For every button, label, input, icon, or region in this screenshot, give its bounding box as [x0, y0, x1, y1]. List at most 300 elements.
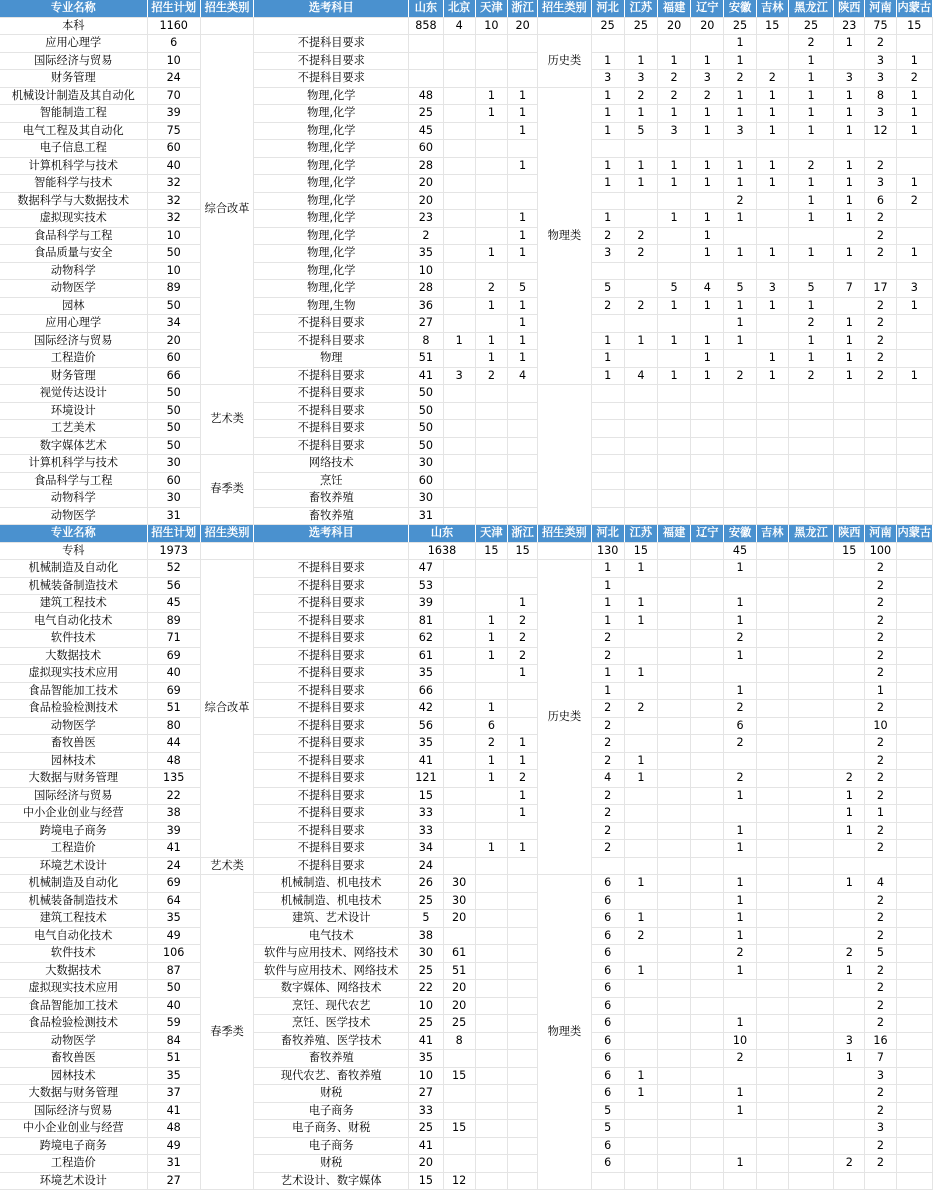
quota-cell: 30	[443, 875, 475, 893]
subject-requirement: 不提科目要求	[254, 367, 409, 385]
quota-cell	[591, 455, 624, 473]
table-row	[0, 1102, 933, 1120]
province-total: 10	[475, 17, 507, 35]
subject-requirement: 不提科目要求	[254, 577, 409, 595]
quota-cell: 1	[788, 350, 833, 368]
quota-cell: 1	[591, 595, 624, 613]
quota-cell	[896, 840, 932, 858]
quota-cell	[834, 717, 865, 735]
quota-cell: 1	[591, 332, 624, 350]
major-name: 财务管理	[0, 367, 147, 385]
quota-cell	[691, 577, 724, 595]
quota-cell: 1	[724, 52, 756, 70]
column-header: 北京	[443, 0, 475, 17]
quota-cell	[409, 52, 443, 70]
quota-cell	[834, 472, 865, 490]
quota-cell	[691, 892, 724, 910]
major-name: 软件技术	[0, 630, 147, 648]
quota-cell: 2	[865, 297, 896, 315]
quota-cell: 30	[443, 892, 475, 910]
plan-count: 106	[147, 945, 200, 963]
quota-cell: 2	[865, 822, 896, 840]
quota-cell	[657, 350, 690, 368]
quota-cell: 2	[724, 630, 756, 648]
quota-cell	[475, 437, 507, 455]
quota-cell: 1	[507, 805, 537, 823]
quota-cell	[591, 192, 624, 210]
quota-cell	[691, 875, 724, 893]
quota-cell	[865, 437, 896, 455]
quota-cell: 1	[724, 297, 756, 315]
quota-cell	[657, 875, 690, 893]
quota-cell: 1	[624, 1085, 657, 1103]
table-row	[0, 507, 933, 525]
subject-track: 物理类	[538, 875, 591, 1190]
quota-cell	[624, 980, 657, 998]
major-name: 电气自动化技术	[0, 927, 147, 945]
quota-cell	[756, 612, 788, 630]
quota-cell	[657, 857, 690, 875]
subject-requirement: 畜牧养殖	[254, 490, 409, 508]
summary-cell	[254, 542, 409, 560]
plan-count: 30	[147, 455, 200, 473]
quota-cell	[591, 262, 624, 280]
quota-cell	[788, 822, 833, 840]
subject-requirement: 物理	[254, 350, 409, 368]
quota-cell	[475, 157, 507, 175]
quota-cell	[475, 420, 507, 438]
quota-cell: 1	[865, 682, 896, 700]
quota-cell: 1	[834, 122, 865, 140]
quota-cell: 1	[507, 595, 537, 613]
quota-cell: 17	[865, 280, 896, 298]
quota-cell: 1	[691, 175, 724, 193]
quota-cell: 2	[507, 647, 537, 665]
quota-cell	[443, 717, 475, 735]
quota-cell	[657, 717, 690, 735]
quota-cell	[624, 1137, 657, 1155]
quota-cell	[691, 1050, 724, 1068]
quota-cell	[591, 490, 624, 508]
quota-cell	[657, 647, 690, 665]
summary-cell	[254, 17, 409, 35]
quota-cell	[591, 472, 624, 490]
plan-count: 52	[147, 560, 200, 578]
quota-cell	[507, 175, 537, 193]
quota-cell: 1	[507, 210, 537, 228]
quota-cell	[657, 787, 690, 805]
quota-cell: 2	[475, 735, 507, 753]
quota-cell	[624, 647, 657, 665]
quota-cell	[443, 560, 475, 578]
quota-cell	[507, 35, 537, 53]
province-total: 25	[788, 17, 833, 35]
quota-cell: 1	[896, 245, 932, 263]
quota-cell	[756, 402, 788, 420]
quota-cell	[896, 787, 932, 805]
table-row	[0, 770, 933, 788]
quota-cell	[896, 1137, 932, 1155]
quota-cell: 1	[788, 175, 833, 193]
major-name: 园林技术	[0, 1067, 147, 1085]
quota-cell: 2	[657, 87, 690, 105]
table-row	[0, 140, 933, 158]
table-row	[0, 455, 933, 473]
quota-cell	[788, 385, 833, 403]
quota-cell: 8	[443, 1032, 475, 1050]
quota-cell	[896, 210, 932, 228]
quota-cell	[724, 350, 756, 368]
quota-cell: 1	[507, 840, 537, 858]
quota-cell: 1	[834, 35, 865, 53]
quota-cell: 20	[443, 997, 475, 1015]
quota-cell	[724, 980, 756, 998]
quota-cell	[657, 770, 690, 788]
quota-cell: 1	[756, 105, 788, 123]
quota-cell	[443, 752, 475, 770]
quota-cell	[691, 630, 724, 648]
major-name: 国际经济与贸易	[0, 1102, 147, 1120]
quota-cell: 35	[409, 735, 443, 753]
quota-cell	[834, 577, 865, 595]
quota-cell: 47	[409, 560, 443, 578]
plan-count: 10	[147, 227, 200, 245]
quota-cell	[896, 455, 932, 473]
quota-cell: 1	[507, 245, 537, 263]
quota-cell	[834, 1102, 865, 1120]
quota-cell	[657, 700, 690, 718]
column-header: 吉林	[756, 0, 788, 17]
quota-cell	[788, 857, 833, 875]
major-name: 机械制造及自动化	[0, 875, 147, 893]
quota-cell	[896, 577, 932, 595]
quota-cell	[691, 402, 724, 420]
plan-count: 71	[147, 630, 200, 648]
degree-level: 本科	[0, 17, 147, 35]
quota-cell: 1	[834, 210, 865, 228]
quota-cell: 1	[691, 367, 724, 385]
quota-cell: 1	[788, 192, 833, 210]
quota-cell	[896, 227, 932, 245]
subject-requirement: 不提科目要求	[254, 420, 409, 438]
quota-cell	[896, 472, 932, 490]
quota-cell: 33	[409, 1102, 443, 1120]
subject-requirement: 电子商务	[254, 1137, 409, 1155]
quota-cell	[443, 192, 475, 210]
quota-cell	[756, 52, 788, 70]
quota-cell: 1	[724, 892, 756, 910]
quota-cell	[657, 962, 690, 980]
quota-cell	[691, 140, 724, 158]
quota-cell	[475, 980, 507, 998]
column-header: 浙江	[507, 0, 537, 17]
province-total: 15	[624, 542, 657, 560]
quota-cell: 1	[507, 105, 537, 123]
quota-cell	[624, 420, 657, 438]
quota-cell: 1	[624, 105, 657, 123]
quota-cell: 2	[624, 927, 657, 945]
quota-cell	[896, 1015, 932, 1033]
quota-cell	[724, 420, 756, 438]
quota-cell	[475, 1172, 507, 1190]
plan-count: 40	[147, 997, 200, 1015]
plan-count: 60	[147, 140, 200, 158]
subject-requirement: 物理,化学	[254, 157, 409, 175]
table-row	[0, 35, 933, 53]
table-row	[0, 595, 933, 613]
quota-cell: 22	[409, 980, 443, 998]
quota-cell: 1	[724, 787, 756, 805]
table-row	[0, 682, 933, 700]
column-header: 黑龙江	[788, 525, 833, 543]
quota-cell	[834, 1137, 865, 1155]
quota-cell: 3	[865, 52, 896, 70]
quota-cell: 4	[865, 875, 896, 893]
province-total	[538, 542, 591, 560]
quota-cell: 2	[591, 787, 624, 805]
quota-cell	[788, 875, 833, 893]
quota-cell: 12	[443, 1172, 475, 1190]
quota-cell: 35	[409, 245, 443, 263]
quota-cell: 1	[724, 1085, 756, 1103]
enroll-category: 春季类	[200, 455, 253, 525]
column-header: 招生类别	[200, 525, 253, 543]
quota-cell: 25	[409, 105, 443, 123]
quota-cell: 2	[896, 192, 932, 210]
quota-cell	[475, 227, 507, 245]
quota-cell	[834, 892, 865, 910]
quota-cell	[657, 577, 690, 595]
quota-cell: 25	[409, 892, 443, 910]
table-row	[0, 175, 933, 193]
quota-cell	[896, 315, 932, 333]
quota-cell: 3	[591, 245, 624, 263]
quota-cell: 6	[591, 1015, 624, 1033]
quota-cell	[756, 385, 788, 403]
subject-requirement: 不提科目要求	[254, 595, 409, 613]
table-row	[0, 560, 933, 578]
column-header: 选考科目	[254, 0, 409, 17]
quota-cell	[691, 962, 724, 980]
table-row	[0, 350, 933, 368]
table-row	[0, 297, 933, 315]
quota-cell	[475, 962, 507, 980]
quota-cell	[724, 385, 756, 403]
major-name: 大数据技术	[0, 962, 147, 980]
quota-cell	[788, 1155, 833, 1173]
quota-cell	[756, 1032, 788, 1050]
major-name: 中小企业创业与经营	[0, 1120, 147, 1138]
subject-requirement: 不提科目要求	[254, 315, 409, 333]
quota-cell	[507, 507, 537, 525]
plan-count: 69	[147, 682, 200, 700]
quota-cell	[443, 665, 475, 683]
quota-cell: 1	[475, 770, 507, 788]
quota-cell: 3	[865, 70, 896, 88]
quota-cell: 2	[865, 1015, 896, 1033]
quota-cell: 3	[591, 70, 624, 88]
quota-cell	[756, 945, 788, 963]
quota-cell: 5	[657, 280, 690, 298]
quota-cell	[624, 630, 657, 648]
quota-cell	[788, 805, 833, 823]
quota-cell	[443, 612, 475, 630]
quota-cell	[443, 262, 475, 280]
quota-cell	[865, 472, 896, 490]
subject-requirement: 不提科目要求	[254, 560, 409, 578]
quota-cell	[896, 35, 932, 53]
quota-cell: 1	[724, 612, 756, 630]
quota-cell	[788, 1085, 833, 1103]
quota-cell: 1	[834, 245, 865, 263]
quota-cell: 30	[409, 945, 443, 963]
quota-cell: 1	[724, 35, 756, 53]
quota-cell	[443, 402, 475, 420]
quota-cell	[756, 437, 788, 455]
quota-cell: 2	[591, 700, 624, 718]
major-name: 工程造价	[0, 350, 147, 368]
quota-cell: 12	[865, 122, 896, 140]
major-name: 环境设计	[0, 402, 147, 420]
quota-cell: 5	[591, 1120, 624, 1138]
quota-cell: 2	[865, 560, 896, 578]
quota-cell: 25	[409, 1120, 443, 1138]
quota-cell: 2	[865, 367, 896, 385]
major-name: 工程造价	[0, 840, 147, 858]
province-total: 15	[475, 542, 507, 560]
quota-cell	[591, 857, 624, 875]
quota-cell	[507, 1137, 537, 1155]
summary-row	[0, 17, 933, 35]
quota-cell	[475, 577, 507, 595]
quota-cell	[756, 1067, 788, 1085]
table-row	[0, 857, 933, 875]
quota-cell	[443, 630, 475, 648]
table-row	[0, 910, 933, 928]
quota-cell	[756, 630, 788, 648]
quota-cell: 1	[724, 647, 756, 665]
plan-count: 20	[147, 332, 200, 350]
quota-cell: 10	[409, 997, 443, 1015]
quota-cell	[624, 490, 657, 508]
table-row	[0, 1032, 933, 1050]
quota-cell	[834, 735, 865, 753]
quota-cell	[443, 840, 475, 858]
quota-cell: 2	[788, 367, 833, 385]
quota-cell: 1	[691, 157, 724, 175]
column-header: 河南	[865, 0, 896, 17]
column-header: 招生计划	[147, 0, 200, 17]
quota-cell	[657, 1120, 690, 1138]
quota-cell	[657, 735, 690, 753]
quota-cell: 6	[865, 192, 896, 210]
major-name: 大数据与财务管理	[0, 770, 147, 788]
column-header: 选考科目	[254, 525, 409, 543]
quota-cell	[507, 892, 537, 910]
plan-count: 32	[147, 192, 200, 210]
quota-cell: 50	[409, 437, 443, 455]
quota-cell: 2	[624, 700, 657, 718]
quota-cell: 1	[475, 630, 507, 648]
quota-cell: 20	[409, 175, 443, 193]
quota-cell: 15	[409, 787, 443, 805]
subject-requirement: 物理,化学	[254, 262, 409, 280]
quota-cell	[657, 262, 690, 280]
quota-cell	[443, 647, 475, 665]
quota-cell	[443, 1155, 475, 1173]
quota-cell: 41	[409, 367, 443, 385]
quota-cell	[443, 105, 475, 123]
major-name: 机械装备制造技术	[0, 577, 147, 595]
quota-cell: 2	[865, 210, 896, 228]
quota-cell: 1	[834, 332, 865, 350]
subject-requirement: 畜牧养殖、医学技术	[254, 1032, 409, 1050]
quota-cell: 1	[624, 752, 657, 770]
quota-cell: 27	[409, 1085, 443, 1103]
table-row	[0, 1067, 933, 1085]
quota-cell	[657, 1137, 690, 1155]
quota-cell	[896, 997, 932, 1015]
quota-cell	[834, 420, 865, 438]
quota-cell	[507, 472, 537, 490]
quota-cell: 1	[756, 122, 788, 140]
quota-cell: 1	[507, 665, 537, 683]
quota-cell	[756, 1155, 788, 1173]
table-row	[0, 822, 933, 840]
quota-cell	[624, 210, 657, 228]
quota-cell	[507, 70, 537, 88]
table-row	[0, 647, 933, 665]
quota-cell: 2	[591, 227, 624, 245]
quota-cell: 2	[865, 735, 896, 753]
table-row	[0, 735, 933, 753]
quota-cell: 1	[691, 105, 724, 123]
quota-cell: 6	[591, 980, 624, 998]
quota-cell: 2	[865, 1085, 896, 1103]
subject-requirement: 物理,生物	[254, 297, 409, 315]
plan-count: 56	[147, 577, 200, 595]
quota-cell	[624, 192, 657, 210]
major-name: 食品智能加工技术	[0, 997, 147, 1015]
column-header: 专业名称	[0, 0, 147, 17]
quota-cell	[756, 315, 788, 333]
quota-cell	[724, 140, 756, 158]
table-row	[0, 577, 933, 595]
plan-count: 80	[147, 717, 200, 735]
quota-cell: 34	[409, 840, 443, 858]
subject-track	[538, 385, 591, 525]
plan-count: 60	[147, 472, 200, 490]
quota-cell	[724, 1067, 756, 1085]
quota-cell	[788, 770, 833, 788]
plan-count: 27	[147, 1172, 200, 1190]
plan-count: 44	[147, 735, 200, 753]
quota-cell	[624, 1032, 657, 1050]
subject-requirement: 不提科目要求	[254, 700, 409, 718]
plan-count: 39	[147, 822, 200, 840]
quota-cell: 1	[624, 770, 657, 788]
quota-cell: 1	[507, 350, 537, 368]
quota-cell	[475, 192, 507, 210]
quota-cell	[475, 455, 507, 473]
quota-cell	[756, 595, 788, 613]
major-name: 动物科学	[0, 490, 147, 508]
quota-cell: 2	[591, 822, 624, 840]
quota-cell: 50	[409, 385, 443, 403]
quota-cell	[657, 1067, 690, 1085]
quota-cell	[788, 980, 833, 998]
quota-cell	[788, 910, 833, 928]
